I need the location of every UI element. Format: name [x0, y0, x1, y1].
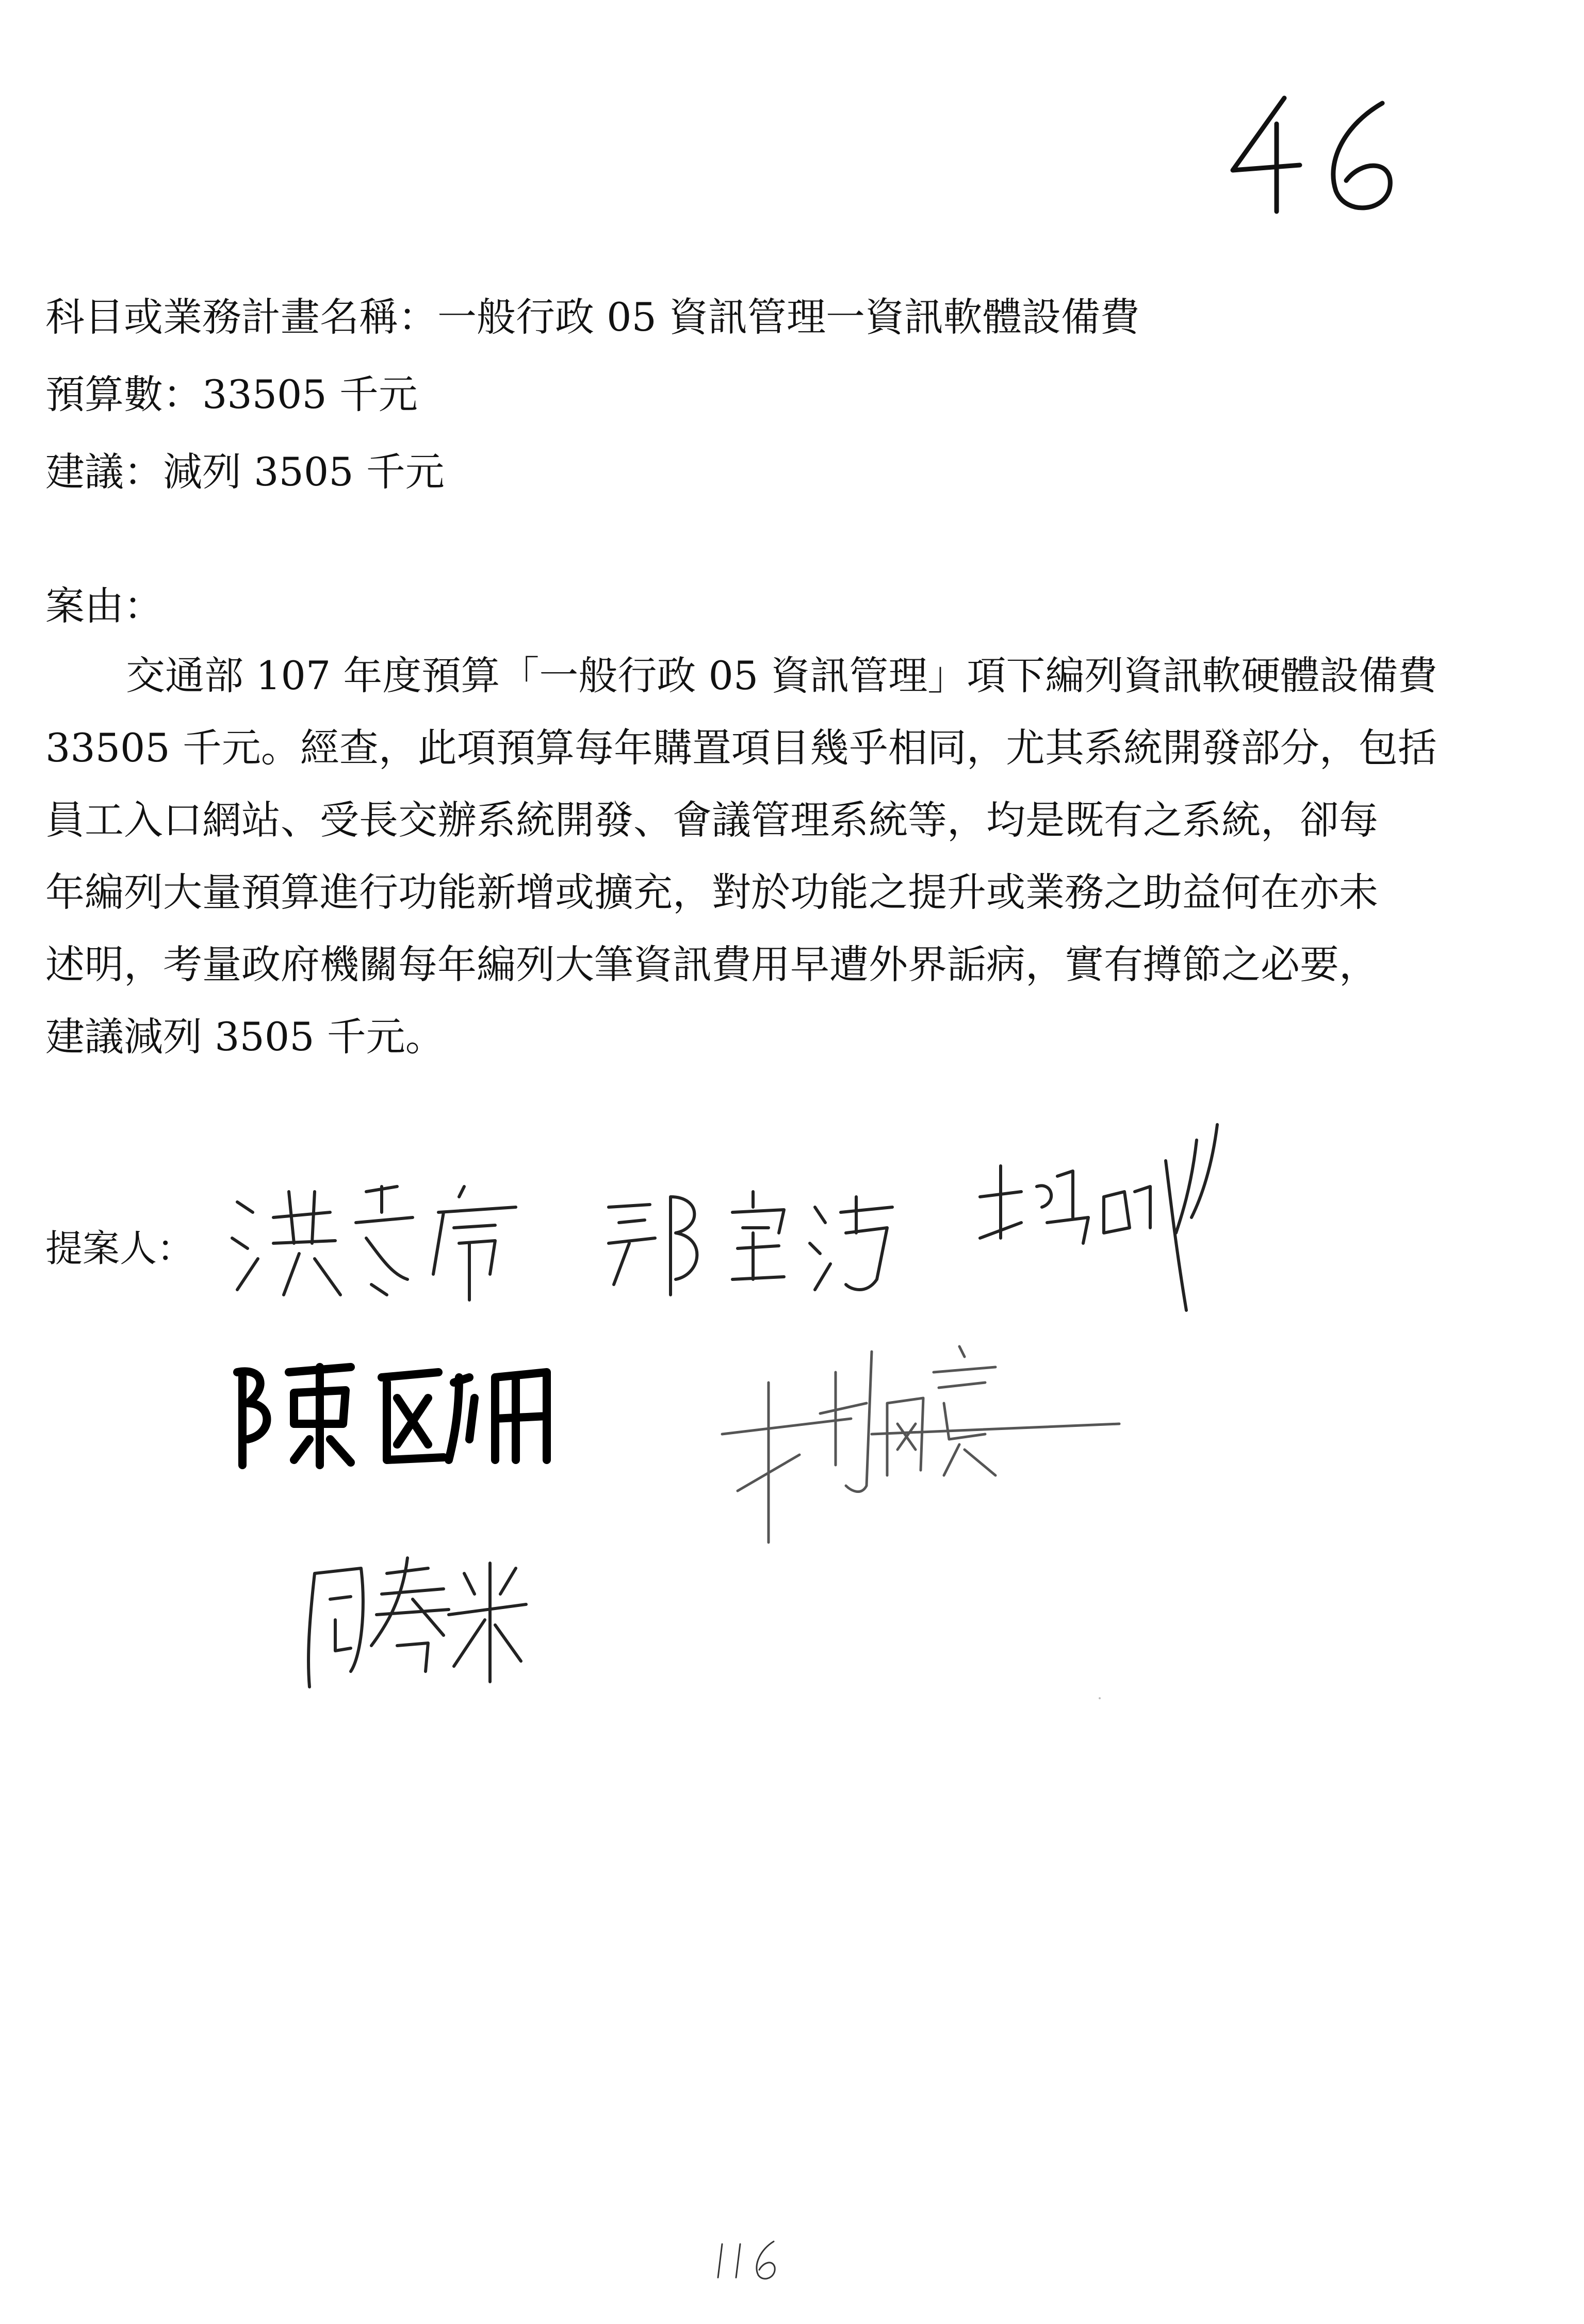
signature-drawing [717, 1321, 1140, 1548]
signature-drawing [294, 1542, 531, 1692]
signature-drawing [598, 1176, 918, 1300]
reason-line: 員工入口網站、受長交辦系統開發、會議管理系統等，均是既有之系統，卻每 [45, 797, 1378, 843]
scan-speck [1099, 1697, 1101, 1699]
signature-1 [227, 1171, 598, 1305]
signature-drawing [227, 1346, 573, 1475]
handwritten-page-mark [1222, 83, 1418, 237]
budget-line: 預算數：33505 千元 [45, 371, 418, 417]
signature-drawing [227, 1171, 598, 1305]
handwritten-footer-page-number [712, 2234, 789, 2285]
proposal-line: 建議：減列 3505 千元 [45, 449, 445, 495]
reason-label: 案由： [45, 583, 163, 629]
reason-body [45, 640, 1438, 1073]
subject-line: 科目或業務計畫名稱：一般行政 05 資訊管理一資訊軟體設備費 [45, 294, 1140, 340]
reason-line: 述明，考量政府機關每年編列大筆資訊費用早遭外界詬病，實有撙節之必要， [45, 941, 1378, 987]
page-mark-drawing [1222, 83, 1418, 237]
reason-line: 33505 千元。經查，此項預算每年購置項目幾乎相同，尤其系統開發部分，包括 [45, 725, 1437, 771]
reason-line: 交通部 107 年度預算「一般行政 05 資訊管理」項下編列資訊軟硬體設備費 [126, 653, 1438, 698]
reason-line: 建議減列 3505 千元。 [45, 1014, 445, 1060]
signature-6 [294, 1542, 531, 1692]
header-block [45, 279, 1541, 511]
footer-number-drawing [712, 2234, 789, 2285]
reason-line: 年編列大量預算進行功能新增或擴充，對於功能之提升或業務之助益何在亦未 [45, 869, 1378, 915]
signature-3 [970, 1114, 1259, 1315]
signature-5 [717, 1321, 1140, 1548]
proposer-label: 提案人： [45, 1227, 194, 1270]
signature-drawing [970, 1114, 1259, 1315]
signature-4 [227, 1346, 573, 1475]
signature-2 [598, 1176, 918, 1300]
